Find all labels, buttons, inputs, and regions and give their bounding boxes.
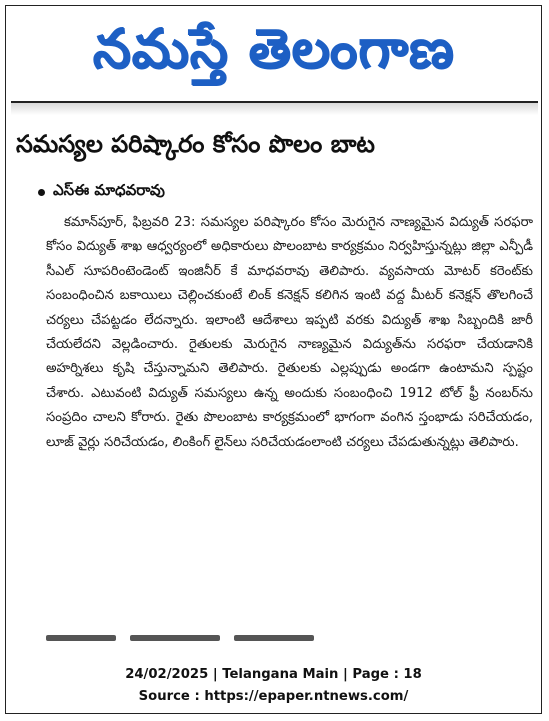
edition-info: 24/02/2025 | Telangana Main | Page : 18 — [125, 667, 422, 682]
masthead-shadow — [11, 103, 538, 115]
clipping-frame — [5, 5, 542, 714]
source-footer — [6, 664, 541, 708]
source-link[interactable]: Source : https://epaper.ntnews.com/ — [138, 689, 409, 704]
byline — [38, 181, 165, 203]
cut-off-next-line — [46, 631, 346, 641]
article-body — [46, 211, 533, 455]
bullet-icon — [38, 189, 45, 196]
masthead — [6, 6, 541, 91]
newspaper-logo: నమస్తే తెలంగాణ — [92, 16, 455, 80]
article-paragraph: కమాన్‌పూర్, ఫిబ్రవరి 23: సమస్యల పరిష్కారం కోసం మెరుగైన నాణ్యమైన విద్యుత్ సరఫరా కోసం విద్యుత్ శాఖ ఆధ్వర్యంలో అధికారులు పొలంబాట కార్యక్రమం నిర్వహిస్తున్నట్లు జిల్లా ఎన్పీడీ సీఎల్ సూపరింటెండెంట్ ఇంజినీర్ కే మాధవరావు తెలిపారు. వ్యవసాయ మోటర్ కరెంట్‌కు సంబంధించిన బకాయిలు చెల్లించకుంటే లింక్ కనెక్షన్ కలిగిన ఇంటి వద్ద మీటర్ కనెక్షన్ తొలగించే చర్యలు చేపట్టడం లేదన్నారు. ఇలాంటి ఆదేశాలు ఇప్పటి వరకు విద్యుత్ శాఖ సిబ్బందికి జారీ చేయలేదని వెల్లడించారు. రైతులకు మెరుగైన నాణ్యమైన విద్యుత్‌ను సరఫరా చేయడానికి అహర్నిశలు కృషి చేస్తున్నామని తెలిపారు. రైతులకు ఎల్లప్పుడు అండగా ఉంటామని స్పష్టం చేశారు. ఎటువంటి విద్యుత్ సమస్యలు ఉన్న అందుకు సంబంధించి 1912 టోల్ ఫ్రీ నంబర్‌ను సంప్రదిం చాలని కోరారు. రైతు పొలంబాట కార్యక్రమంలో భాగంగా వంగిన స్తంభాడు సరిచేయడం, లూజ్ వైర్లు సరిచేయడం, లింకింగ్ లైన్‌లు సరిచేయడంలాంటి చర్యలు చేపడుతున్నట్లు తెలిపారు. — [46, 215, 533, 450]
article-headline: సమస్యల పరిష్కారం కోసం పొలం బాట — [16, 130, 375, 158]
byline-text: ఎస్‌ఈ మాధవరావు — [53, 181, 165, 199]
